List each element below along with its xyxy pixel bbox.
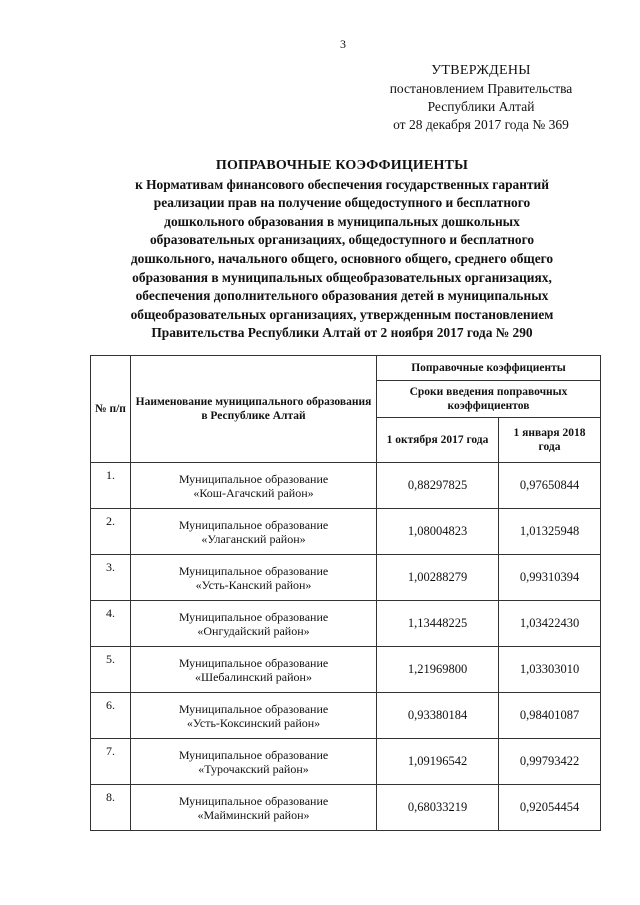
municipality-name: Муниципальное образование «Улаганский район» — [131, 509, 377, 555]
municipality-name: Муниципальное образование «Кош-Агачский район» — [131, 463, 377, 509]
municipality-name: Муниципальное образование «Онгудайский район» — [131, 601, 377, 647]
approval-stamp — [360, 62, 602, 134]
table-row — [91, 601, 601, 647]
table-row — [91, 647, 601, 693]
title-line: общеобразовательных организациях, утвержденным постановлением — [130, 306, 554, 322]
title-line: дошкольного, начального общего, основного общего, среднего общего — [130, 250, 554, 266]
title-line: к Нормативам финансового обеспечения государственных гарантий — [135, 176, 549, 192]
table-row — [91, 509, 601, 555]
table-row — [91, 463, 601, 509]
approval-date: от 28 декабря 2017 года № 369 — [393, 117, 569, 132]
row-number: 8. — [91, 785, 131, 831]
title-line: реализации прав на получение общедоступного и бесплатного — [153, 195, 531, 211]
coefficient-oct-2017: 1,00288279 — [377, 555, 499, 601]
table-row — [91, 739, 601, 785]
header-name: Наименование муниципального образования в Республике Алтай — [131, 356, 377, 463]
coefficient-oct-2017: 1,08004823 — [377, 509, 499, 555]
municipality-name: Муниципальное образование «Турочакский район» — [131, 739, 377, 785]
approval-line: постановлением Правительства — [389, 81, 573, 96]
coefficient-oct-2017: 1,13448225 — [377, 601, 499, 647]
document-title — [92, 157, 592, 343]
header-num: № п/п — [91, 356, 131, 463]
coefficient-oct-2017: 0,68033219 — [377, 785, 499, 831]
coefficient-jan-2018: 0,99310394 — [499, 555, 601, 601]
coefficient-jan-2018: 1,03422430 — [499, 601, 601, 647]
header-terms: Сроки введения поправочных коэффициентов — [377, 381, 601, 418]
row-number: 3. — [91, 555, 131, 601]
coefficient-jan-2018: 0,92054454 — [499, 785, 601, 831]
header-date-jan-2018: 1 января 2018 года — [499, 418, 601, 463]
table-row — [91, 693, 601, 739]
coefficient-oct-2017: 1,09196542 — [377, 739, 499, 785]
title-line: образовательных организациях, общедоступного и бесплатного — [149, 232, 535, 248]
coefficient-jan-2018: 0,97650844 — [499, 463, 601, 509]
coefficient-jan-2018: 1,03303010 — [499, 647, 601, 693]
coefficient-jan-2018: 0,98401087 — [499, 693, 601, 739]
row-number: 2. — [91, 509, 131, 555]
coefficients-table — [90, 355, 601, 831]
municipality-name: Муниципальное образование «Майминский район» — [131, 785, 377, 831]
table-row — [91, 555, 601, 601]
title-main: ПОПРАВОЧНЫЕ КОЭФФИЦИЕНТЫ — [215, 158, 469, 173]
row-number: 6. — [91, 693, 131, 739]
row-number: 1. — [91, 463, 131, 509]
municipality-name: Муниципальное образование «Шебалинский район» — [131, 647, 377, 693]
header-date-oct-2017: 1 октября 2017 года — [377, 418, 499, 463]
coefficient-oct-2017: 0,88297825 — [377, 463, 499, 509]
coefficient-jan-2018: 0,99793422 — [499, 739, 601, 785]
approval-line: Республики Алтай — [427, 99, 535, 114]
row-number: 5. — [91, 647, 131, 693]
coefficient-oct-2017: 0,93380184 — [377, 693, 499, 739]
title-line: Правительства Республики Алтай от 2 ноября 2017 года № 290 — [151, 325, 533, 341]
coefficient-oct-2017: 1,21969800 — [377, 647, 499, 693]
title-line: образования в муниципальных общеобразовательных организациях, — [132, 269, 552, 285]
municipality-name: Муниципальное образование «Усть-Канский район» — [131, 555, 377, 601]
row-number: 7. — [91, 739, 131, 785]
row-number: 4. — [91, 601, 131, 647]
title-line: обеспечения дополнительного образования детей в муниципальных — [135, 288, 549, 304]
title-line: дошкольного образования в муниципальных дошкольных — [164, 213, 520, 229]
municipality-name: Муниципальное образование «Усть-Коксинский район» — [131, 693, 377, 739]
page-number: 3 — [340, 37, 346, 51]
table-row — [91, 785, 601, 831]
coefficient-jan-2018: 1,01325948 — [499, 509, 601, 555]
header-coefficients: Поправочные коэффициенты — [377, 356, 601, 381]
approval-heading: УТВЕРЖДЕНЫ — [431, 63, 531, 78]
